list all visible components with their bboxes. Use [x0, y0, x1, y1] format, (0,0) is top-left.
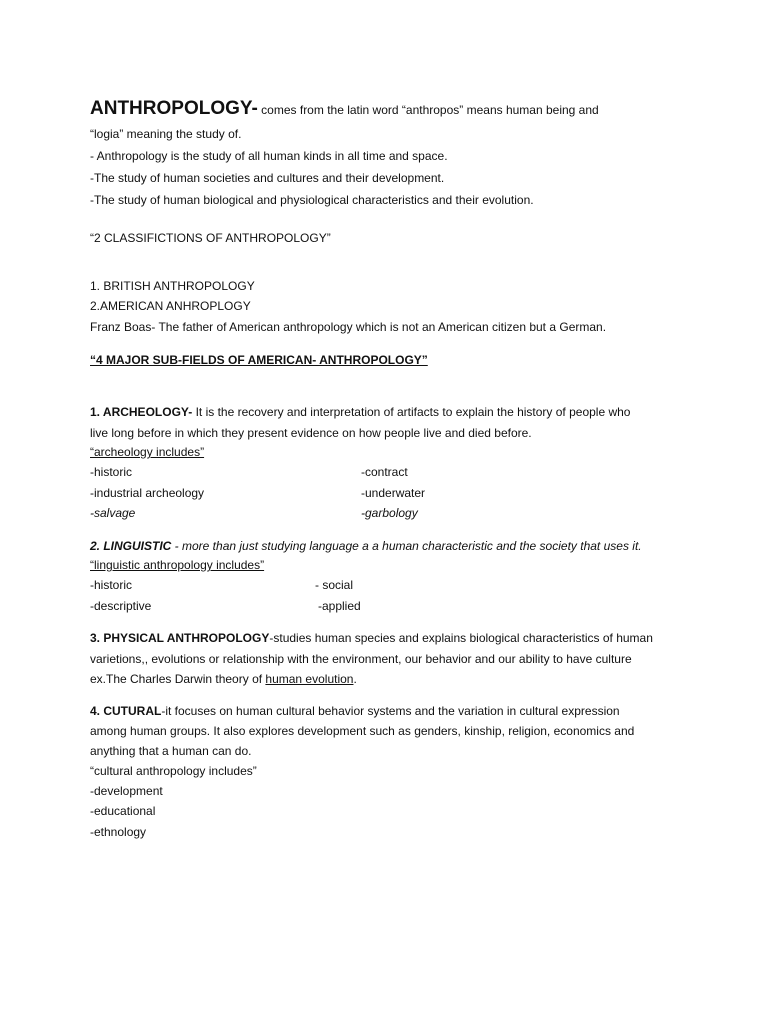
- linguistic-text: - more than just studying language a a human characteristic and the society that uses it.: [171, 539, 642, 553]
- archeology-item-underwater: -underwater: [361, 486, 426, 500]
- intro-line-4: -The study of human societies and cultures and their development.: [90, 171, 445, 185]
- archeology-line-1: [90, 404, 630, 420]
- cultural-line-3: anything that a human can do.: [90, 744, 252, 758]
- cultural-text-1: -it focuses on human cultural behavior systems and the variation in cultural expression: [161, 704, 620, 718]
- physical-text-3: ex.The Charles Darwin theory of: [90, 672, 266, 686]
- archeology-item-historic: -historic: [90, 465, 133, 479]
- franz-boas-note: Franz Boas- The father of American anthropology which is not an American citizen but a German.: [90, 320, 607, 334]
- cultural-item-educational: -educational: [90, 804, 156, 818]
- linguistic-title: 2. LINGUISTIC: [90, 539, 172, 553]
- intro-line-2: “logia” meaning the study of.: [90, 127, 242, 141]
- human-evolution-link: human evolution: [265, 672, 354, 686]
- physical-line-2: varietions,, evolutions or relationship with the environment, our behavior and our ability to have culture: [90, 652, 632, 666]
- physical-text-3-end: .: [353, 672, 357, 686]
- cultural-item-ethnology: -ethnology: [90, 825, 147, 839]
- classification-american: 2.AMERICAN ANHROPLOGY: [90, 299, 251, 313]
- classification-british: 1. BRITISH ANTHROPOLOGY: [90, 279, 255, 293]
- cultural-includes: “cultural anthropology includes”: [90, 764, 257, 778]
- archeology-item-salvage: -salvage: [90, 506, 136, 520]
- cultural-line-1: [90, 703, 620, 719]
- cultural-title: 4. CUTURAL: [90, 704, 162, 718]
- linguistic-line-1: [90, 538, 642, 554]
- intro-line-5: -The study of human biological and physiological characteristics and their evolution.: [90, 193, 534, 207]
- subfields-heading: “4 MAJOR SUB-FIELDS OF AMERICAN- ANTHROPOLOGY”: [90, 353, 428, 367]
- linguistic-item-applied: -applied: [318, 599, 361, 613]
- archeology-includes: “archeology includes”: [90, 445, 205, 459]
- linguistic-item-social: - social: [315, 578, 354, 592]
- archeology-text-1: It is the recovery and interpretation of artifacts to explain the history of people who: [192, 405, 631, 419]
- intro-line-1: [90, 98, 599, 120]
- physical-text-1: -studies human species and explains biological characteristics of human: [269, 631, 653, 645]
- intro-text-1: comes from the latin word “anthropos” means human being and: [257, 103, 599, 117]
- archeology-item-garbology: -garbology: [361, 506, 418, 520]
- classifications-heading: “2 CLASSIFICTIONS OF ANTHROPOLOGY”: [90, 231, 331, 245]
- intro-line-3: - Anthropology is the study of all human kinds in all time and space.: [90, 149, 448, 163]
- linguistic-item-historic: -historic: [90, 578, 133, 592]
- anthropology-title: ANTHROPOLOGY-: [90, 98, 258, 119]
- linguistic-includes: “linguistic anthropology includes”: [90, 558, 265, 572]
- archeology-line-2: live long before in which they present evidence on how people live and died before.: [90, 426, 532, 440]
- physical-title: 3. PHYSICAL ANTHROPOLOGY: [90, 631, 270, 645]
- archeology-item-industrial: -industrial archeology: [90, 486, 205, 500]
- archeology-item-contract: -contract: [361, 465, 408, 479]
- physical-line-3: [90, 671, 357, 687]
- archeology-title: 1. ARCHEOLOGY-: [90, 405, 193, 419]
- physical-line-1: [90, 630, 653, 646]
- cultural-line-2: among human groups. It also explores development such as genders, kinship, religion, economics and: [90, 724, 635, 738]
- linguistic-item-descriptive: -descriptive: [90, 599, 152, 613]
- cultural-item-development: -development: [90, 784, 163, 798]
